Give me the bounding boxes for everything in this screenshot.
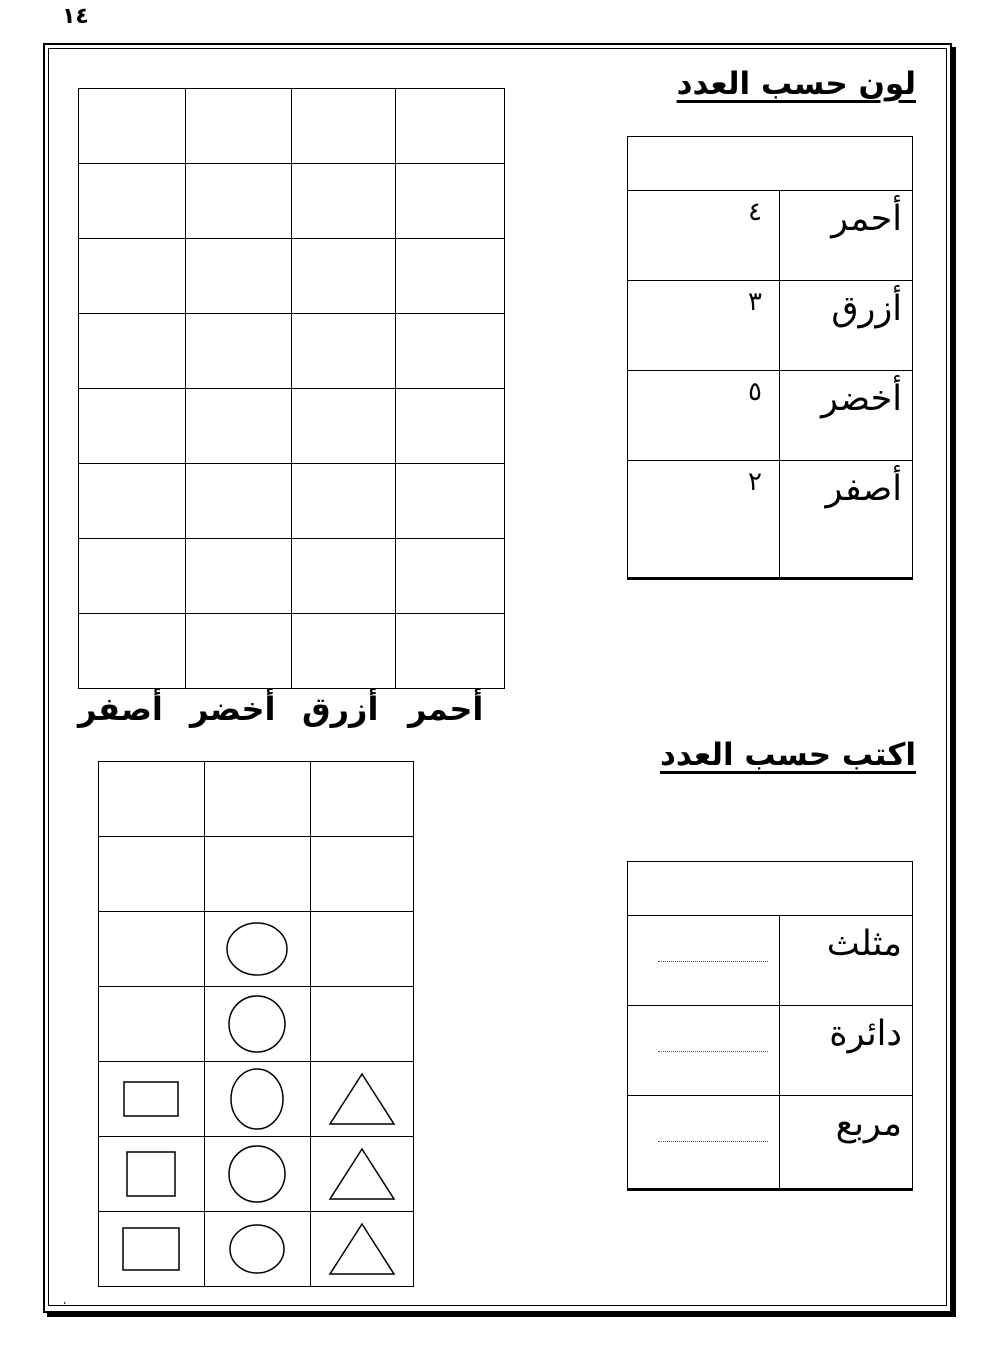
grid-cell[interactable] xyxy=(79,389,186,464)
grid-row xyxy=(79,314,505,389)
grid-cell[interactable] xyxy=(395,89,505,164)
grid-cell xyxy=(204,762,310,837)
column-label-yellow: أصفر xyxy=(78,690,163,728)
grid-cell[interactable] xyxy=(185,314,292,389)
table-header-row xyxy=(628,137,912,191)
grid-cell[interactable] xyxy=(395,614,505,689)
triangle-icon xyxy=(312,1139,412,1209)
grid-cell xyxy=(310,762,413,837)
shape-label: دائرة xyxy=(829,1014,902,1054)
grid-cell[interactable] xyxy=(292,314,396,389)
table-row xyxy=(628,916,912,1006)
color-label: أزرق xyxy=(831,289,902,329)
grid-cell xyxy=(310,837,413,912)
circle-icon xyxy=(207,914,307,984)
grid-cell xyxy=(99,1212,205,1287)
grid-cell[interactable] xyxy=(395,164,505,239)
color-label: أحمر xyxy=(831,199,902,239)
column-label-blue: أزرق xyxy=(302,690,379,728)
grid-row xyxy=(99,837,414,912)
color-count-table xyxy=(627,136,913,578)
grid-cell[interactable] xyxy=(185,614,292,689)
grid-row xyxy=(79,89,505,164)
table-row xyxy=(628,371,912,461)
grid-cell[interactable] xyxy=(395,464,505,539)
triangle-icon xyxy=(312,1064,412,1134)
grid-cell[interactable] xyxy=(185,239,292,314)
page-number: ١٤ xyxy=(62,4,89,29)
grid-cell[interactable] xyxy=(79,89,186,164)
grid-row xyxy=(99,1137,414,1212)
grid-row xyxy=(99,1062,414,1137)
answer-blank[interactable] xyxy=(658,1141,768,1142)
grid-cell xyxy=(204,1062,310,1137)
column-label-red: أحمر xyxy=(408,690,484,728)
grid-cell xyxy=(204,1212,310,1287)
square-icon xyxy=(101,1139,201,1209)
grid-cell[interactable] xyxy=(395,389,505,464)
grid-row xyxy=(79,164,505,239)
square-icon xyxy=(101,1214,201,1284)
color-count: ٥ xyxy=(748,377,762,407)
coloring-grid xyxy=(78,88,505,689)
grid-cell[interactable] xyxy=(185,89,292,164)
grid-cell[interactable] xyxy=(185,464,292,539)
grid-cell[interactable] xyxy=(79,314,186,389)
grid-cell[interactable] xyxy=(292,164,396,239)
grid-cell xyxy=(204,912,310,987)
grid-cell[interactable] xyxy=(292,89,396,164)
grid-cell[interactable] xyxy=(79,539,186,614)
grid-cell xyxy=(204,837,310,912)
color-label: أصفر xyxy=(825,469,902,509)
color-label: أخضر xyxy=(820,379,902,419)
circle-icon xyxy=(207,1064,307,1134)
grid-cell xyxy=(204,1137,310,1212)
grid-cell xyxy=(99,912,205,987)
grid-row xyxy=(79,614,505,689)
grid-cell xyxy=(310,1212,413,1287)
grid-cell[interactable] xyxy=(292,614,396,689)
shape-label: مثلث xyxy=(826,924,902,964)
grid-row xyxy=(79,539,505,614)
grid-cell[interactable] xyxy=(79,164,186,239)
answer-blank[interactable] xyxy=(658,961,768,962)
grid-cell[interactable] xyxy=(292,389,396,464)
grid-cell[interactable] xyxy=(292,539,396,614)
grid-cell xyxy=(310,912,413,987)
color-count: ٤ xyxy=(748,197,762,227)
grid-row xyxy=(99,912,414,987)
column-label-green: أخضر xyxy=(190,690,276,728)
grid-cell xyxy=(204,987,310,1062)
grid-cell xyxy=(310,1062,413,1137)
section2-title: اكتب حسب العدد xyxy=(660,737,916,773)
circle-icon xyxy=(207,989,307,1059)
circle-icon xyxy=(207,1139,307,1209)
table-row xyxy=(628,191,912,281)
table-row xyxy=(628,281,912,371)
circle-icon xyxy=(207,1214,307,1284)
triangle-icon xyxy=(312,1214,412,1284)
grid-row xyxy=(79,389,505,464)
grid-row xyxy=(79,239,505,314)
section1-title: لون حسب العدد xyxy=(676,66,916,102)
grid-row xyxy=(99,987,414,1062)
grid-cell xyxy=(99,837,205,912)
grid-row xyxy=(99,762,414,837)
shape-count-table xyxy=(627,861,913,1189)
table-row xyxy=(628,461,912,576)
table-row xyxy=(628,1006,912,1096)
grid-cell xyxy=(99,762,205,837)
color-count: ٣ xyxy=(748,287,762,317)
grid-cell[interactable] xyxy=(79,464,186,539)
grid-cell[interactable] xyxy=(395,314,505,389)
grid-cell[interactable] xyxy=(79,614,186,689)
grid-cell[interactable] xyxy=(185,164,292,239)
frame-mark: ، xyxy=(63,1296,67,1307)
grid-row xyxy=(79,464,505,539)
grid-cell xyxy=(99,1062,205,1137)
grid-cell[interactable] xyxy=(395,239,505,314)
grid-cell[interactable] xyxy=(185,539,292,614)
color-count: ٢ xyxy=(748,467,762,497)
table-row xyxy=(628,1096,912,1187)
square-icon xyxy=(101,1064,201,1134)
grid-row xyxy=(99,1212,414,1287)
grid-cell[interactable] xyxy=(395,539,505,614)
grid-cell[interactable] xyxy=(292,464,396,539)
grid-cell[interactable] xyxy=(185,389,292,464)
shape-grid xyxy=(98,761,414,1287)
shape-label: مربع xyxy=(835,1104,902,1144)
grid-cell[interactable] xyxy=(79,239,186,314)
grid-cell xyxy=(310,1137,413,1212)
grid-cell xyxy=(310,987,413,1062)
grid-cell xyxy=(99,987,205,1062)
grid-cell[interactable] xyxy=(292,239,396,314)
table-header-row xyxy=(628,862,912,916)
grid-cell xyxy=(99,1137,205,1212)
answer-blank[interactable] xyxy=(658,1051,768,1052)
